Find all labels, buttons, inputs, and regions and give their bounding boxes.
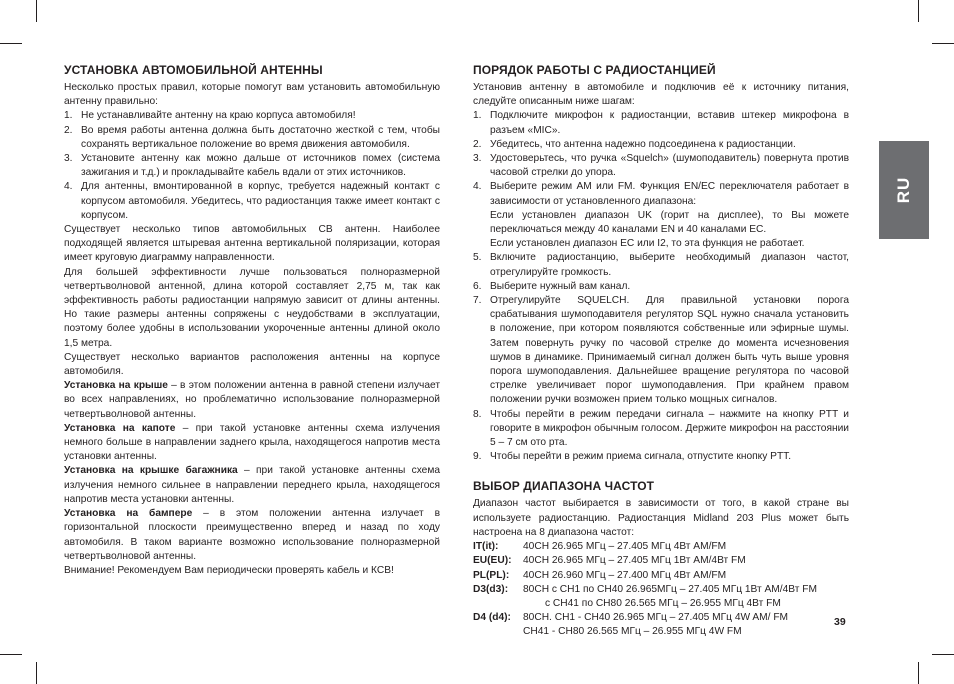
language-tab: RU: [879, 141, 929, 239]
antenna-positions-paragraph: Существует несколько вариантов расположения антенны на корпусе автомобиля.: [64, 351, 440, 378]
band-list: [473, 540, 849, 639]
crop-mark-top-right-h: [932, 43, 954, 44]
list-item: 2. Убедитесь, что антенна надежно подсоединена к радиостанции.: [473, 138, 796, 150]
antenna-intro: Несколько простых правил, которые помогут вам установить автомобильную антенну правильно:: [64, 82, 440, 108]
list-item: 3. Установите антенну как можно дальше от источников помех (система зажигания и т.д.) и прокладывайте кабель вдали от этих источников.: [64, 153, 440, 179]
list-item: 4. Для антенны, вмонтированной в корпус, требуется надежный контакт с корпусом автомобиля. Убедитесь, что радиостанция также имеет контакт с корпусом.: [64, 181, 440, 221]
list-item: 2. Во время работы антенна должна быть достаточно жесткой с тем, чтобы сохранять вертикальное положение во время движения автомобиля.: [64, 124, 440, 150]
crop-mark-top-left: [36, 0, 37, 22]
antenna-length-paragraph: Для большей эффективности лучше пользоваться полноразмерной четвертьволновой антенной, длина которой составляет 2,75 м, так как эффективность работы радиостанции напрямую зависит от длины антенны. Но такие размеры антенны сопряжены с неудобствами в эксплуатации, поэтому более удобны в использовании укороченные антенны длиной около 1,5 метра.: [64, 266, 440, 349]
crop-mark-bottom-right-h: [932, 654, 954, 655]
band-row-pl: PL(PL): 40CH 26.960 МГц – 27.400 МГц 4Вт AM/FM: [473, 569, 727, 581]
bumper-mount-paragraph: Установка на бампере – в этом положении антенна излучает в горизонтальной плоскости преимущественно вперед и назад по ходу автомобиля. В таком варианте возможно использование полноразмерной четвертьволновой антенны.: [64, 508, 440, 562]
right-column: [473, 62, 849, 640]
band-row-eu: EU(EU): 40CH 26.965 МГц – 27.405 МГц 1Вт AM/4Вт FM: [473, 555, 746, 567]
band-row-it: IT(it): 40CH 26.965 МГц – 27.405 МГц 4Вт AM/FM: [473, 541, 727, 553]
operation-steps-list: [473, 109, 849, 464]
band-intro: Диапазон частот выбирается в зависимости от того, в какой стране вы используете радиостанцию. Радиостанция Midland 203 Plus может быть настроена на 8 диапазона частот:: [473, 498, 849, 538]
list-item: 9. Чтобы перейти в режим приема сигнала, отпустите кнопку PTT.: [473, 451, 792, 463]
crop-mark-top-right: [918, 0, 919, 22]
band-row-d3: D3(d3): 80CH с CH1 по CH40 26.965МГц – 27.405 МГц 1Вт AM/4Вт FM с CH41 по CH80 26.565 МГц – 26.955 МГц 4Вт FM: [473, 583, 817, 609]
hood-mount-paragraph: Установка на капоте – при такой установке антенны схема излучения немного больше в направлении заднего крыла, находящегося напротив места установки антенны.: [64, 422, 440, 463]
list-item: 1. Не устанавливайте антенну на краю корпуса автомобиля!: [64, 110, 356, 122]
step-4-note-uk: Если установлен диапазон UK (горит на дисплее), то Вы можете переключаться между 40 каналами EN и 40 каналами EC.: [490, 209, 849, 236]
list-item: 4. Выберите режим AM или FM. Функция EN/EC переключателя работает в зависимости от установленного диапазона: Если установлен диапазон UK (горит на дисплее), то Вы можете переключаться между 40 каналами EN и 40 каналами EC. Если установлен диапазон EC или I2, то эта функция не работает.: [473, 180, 849, 251]
list-item: 1. Подключите микрофон к радиостанции, вставив штекер микрофона в разъем «MIC».: [473, 110, 849, 136]
antenna-install-title: УСТАНОВКА АВТОМОБИЛЬНОЙ АНТЕННЫ: [64, 63, 323, 77]
antenna-rules-list: [64, 109, 440, 223]
crop-mark-bottom-left: [36, 662, 37, 684]
step-4-note-ec: Если установлен диапазон EC или I2, то эта функция не работает.: [490, 238, 805, 250]
band-select-title: ВЫБОР ДИАПАЗОНА ЧАСТОТ: [473, 479, 655, 494]
crop-mark-top-left-h: [0, 43, 22, 44]
list-item: 8. Чтобы перейти в режим передачи сигнала – нажмите на кнопку PTT и говорите в микрофон обычным голосом. Держите микрофон на расстоянии 5 – 7 см ото рта.: [473, 408, 849, 449]
swr-warning: Внимание! Рекомендуем Вам периодически проверять кабель и КСВ!: [64, 564, 394, 576]
band-row-d4: D4 (d4): 80CH. CH1 - CH40 26.965 МГц – 27.405 МГц 4W AM/ FM CH41 - CH80 26.565 МГц – 26.955 МГц 4W FM: [473, 612, 789, 638]
operation-title: ПОРЯДОК РАБОТЫ С РАДИОСТАНЦИЕЙ: [473, 63, 716, 77]
list-item: 6. Выберите нужный вам канал.: [473, 280, 631, 292]
crop-mark-bottom-right: [918, 662, 919, 684]
page-number: 39: [834, 616, 846, 628]
list-item: 3. Удостоверьтесь, что ручка «Squelch» (шумоподавитель) повернута против часовой стрелки до упора.: [473, 153, 849, 179]
crop-mark-bottom-left-h: [0, 654, 22, 655]
trunk-mount-paragraph: Установка на крышке багажника – при такой установке антенны схема излучения немного сильнее в направлении переднего крыла, находящегося напротив места установки антенны.: [64, 465, 441, 505]
list-item: 7. Отрегулируйте SQUELCH. Для правильной установки порога срабатывания шумоподавителя регулятор SQL нужно сначала установить в положение, при котором появляются собственные или эфирные шумы. Затем повернуть ручку по часовой стрелке до момента исчезновения шумов в динамике. Принимаемый сигнал должен быть чуть выше уровня порога шумоподавления. Дальнейшее вращение регулятора по часовой стрелке увеличивает порог шумоподавления. При крайнем правом положении ручки возможен прием только мощных сигналов.: [473, 295, 849, 406]
roof-mount-paragraph: Установка на крыше – в этом положении антенна в равной степени излучает во всех направлениях, но проблематично использование полноразмерной четвертьволновой антенны.: [64, 380, 441, 420]
left-column: [64, 62, 440, 578]
antenna-types-paragraph: Существует несколько типов автомобильных CB антенн. Наиболее подходящей является штыревая антенна вертикальной поляризации, которая имеет круговую диаграмму направленности.: [64, 224, 440, 264]
operation-intro: Установив антенну в автомобиле и подключив её к источнику питания, следуйте описанным ниже шагам:: [473, 82, 849, 108]
list-item: 5. Включите радиостанцию, выберите необходимый диапазон частот, отрегулируйте громкость.: [473, 252, 849, 278]
